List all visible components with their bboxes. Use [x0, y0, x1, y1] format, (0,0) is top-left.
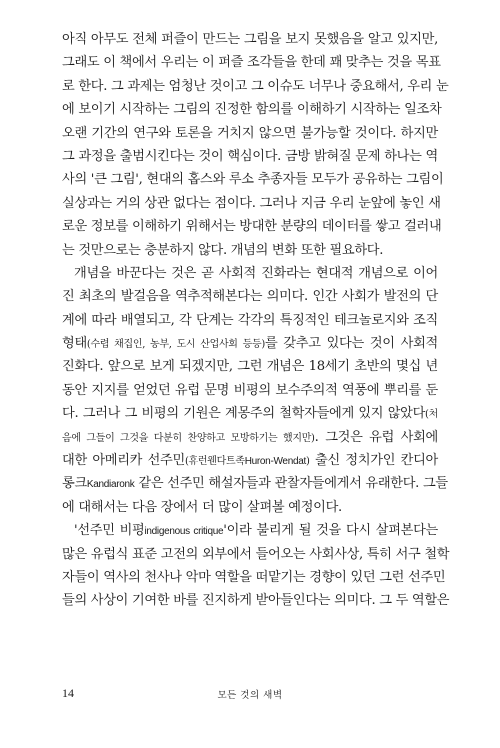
running-title: 모든 것의 새벽: [217, 690, 283, 701]
text-line: 오랜 기간의 연구와 토론을 거치지 않으면 불가능할 것이다. 하지만: [62, 125, 438, 141]
text-segment: 를 갖추고 있다는 것이 사회적: [264, 336, 438, 352]
text-line: [62, 449, 438, 472]
text-line: 개념을 바꾼다는 것은 곧 사회적 진화라는 현대적 개념으로 이어: [74, 265, 438, 281]
text-line: 는 것만으로는 충분하지 않다. 개념의 변화 또한 필요하다.: [62, 242, 384, 258]
parenthetical-note: (휴런웬다트족: [184, 456, 245, 468]
text-line: [62, 519, 438, 542]
page-number: 14: [62, 686, 74, 700]
text-segment: 대한 아메리카 선주민: [62, 453, 185, 469]
text-line: 자들이 역사의 천사나 악마 역할을 떠맡기는 경향이 있던 그런 선주민: [62, 569, 446, 585]
parenthetical-note: (처: [425, 409, 438, 421]
text-segment: '선주민 비평: [74, 523, 145, 539]
text-segment: 롱크: [62, 476, 87, 492]
text-line: 사의 '큰 그림', 현대의 홉스와 루소 추종자들 모두가 공유하는 그림이: [62, 172, 444, 188]
paragraph: [62, 262, 448, 519]
text-segment: 같은 선주민 해설자들과 관찰자들에게서 유래한다. 그들: [134, 476, 448, 492]
latin-term: Kandiaronk: [86, 479, 135, 491]
text-line: 그 과정을 출범시킨다는 것이 핵심이다. 금방 밝혀질 문제 하나는 역: [62, 148, 438, 164]
text-line: 에 보이기 시작하는 그림의 진정한 함의를 이해하기 시작하는 일조차: [62, 102, 442, 118]
text-line: [62, 402, 438, 425]
text-line: 로운 정보를 이해하기 위해서는 방대한 분량의 데이터를 쌓고 걸러내: [62, 219, 442, 235]
latin-term: Huron-Wendat: [244, 456, 306, 468]
text-segment: 형태: [62, 336, 87, 352]
body-text: [62, 28, 450, 613]
page-footer: [62, 686, 438, 702]
latin-term: indigenous critique: [144, 526, 224, 538]
text-line: 실상과는 거의 상관 없다는 점이다. 그러나 지금 우리 눈앞에 놓인 새: [62, 195, 441, 211]
paragraph: [62, 28, 449, 262]
parenthetical-note: 음에 그들이 그것을 다분히 찬양하고 모방하기는 했지만): [62, 432, 315, 444]
text-segment: 다. 그러나 그 비평의 기원은 계몽주의 철학자들에게 있지 않았다: [62, 406, 426, 422]
text-line: [62, 472, 448, 495]
parenthetical-note: (수렵 채집인, 농부, 도시 산업사회 등등): [86, 339, 265, 351]
text-line: 아직 아무도 전체 퍼즐이 만드는 그림을 보지 못했음을 알고 있지만,: [62, 32, 438, 47]
text-line: 에 대해서는 다음 장에서 더 많이 살펴볼 예정이다.: [62, 499, 342, 515]
text-line: 로 한다. 그 과제는 엄청난 것이고 그 이슈도 너무나 중요해서, 우리 눈: [62, 78, 449, 94]
text-line: 진 최초의 발걸음을 역추적해본다는 의미다. 인간 사회가 발전의 단: [62, 289, 438, 305]
text-segment: '이라 불리게 될 것을 다시 살펴본다는: [223, 523, 438, 539]
text-line: 많은 유럽식 표준 고전의 외부에서 들어오는 사회사상, 특히 서구 철학: [62, 546, 450, 562]
text-line: 동안 지지를 얻었던 유럽 문명 비평의 보수주의적 역풍에 뿌리를 둔: [62, 382, 438, 398]
text-line: [62, 332, 438, 355]
paragraph: [62, 519, 450, 613]
text-line: [62, 426, 438, 449]
text-line: 들의 사상이 기여한 바를 진지하게 받아들인다는 의미다. 그 두 역할은: [62, 593, 450, 609]
text-line: 그래도 이 책에서 우리는 이 퍼즐 조각들을 한데 꽤 맞추는 것을 목표: [62, 55, 441, 71]
text-segment: 출신 정치가인 칸디아: [309, 453, 438, 469]
text-line: 계에 따라 배열되고, 각 단계는 각각의 특징적인 테크놀로지와 조직: [62, 312, 438, 328]
parenthetical-note: ): [305, 456, 310, 468]
text-segment: . 그것은 유럽 사회에: [314, 429, 438, 445]
text-line: 진화다. 앞으로 보게 되겠지만, 그런 개념은 18세기 초반의 몇십 년: [62, 359, 438, 375]
